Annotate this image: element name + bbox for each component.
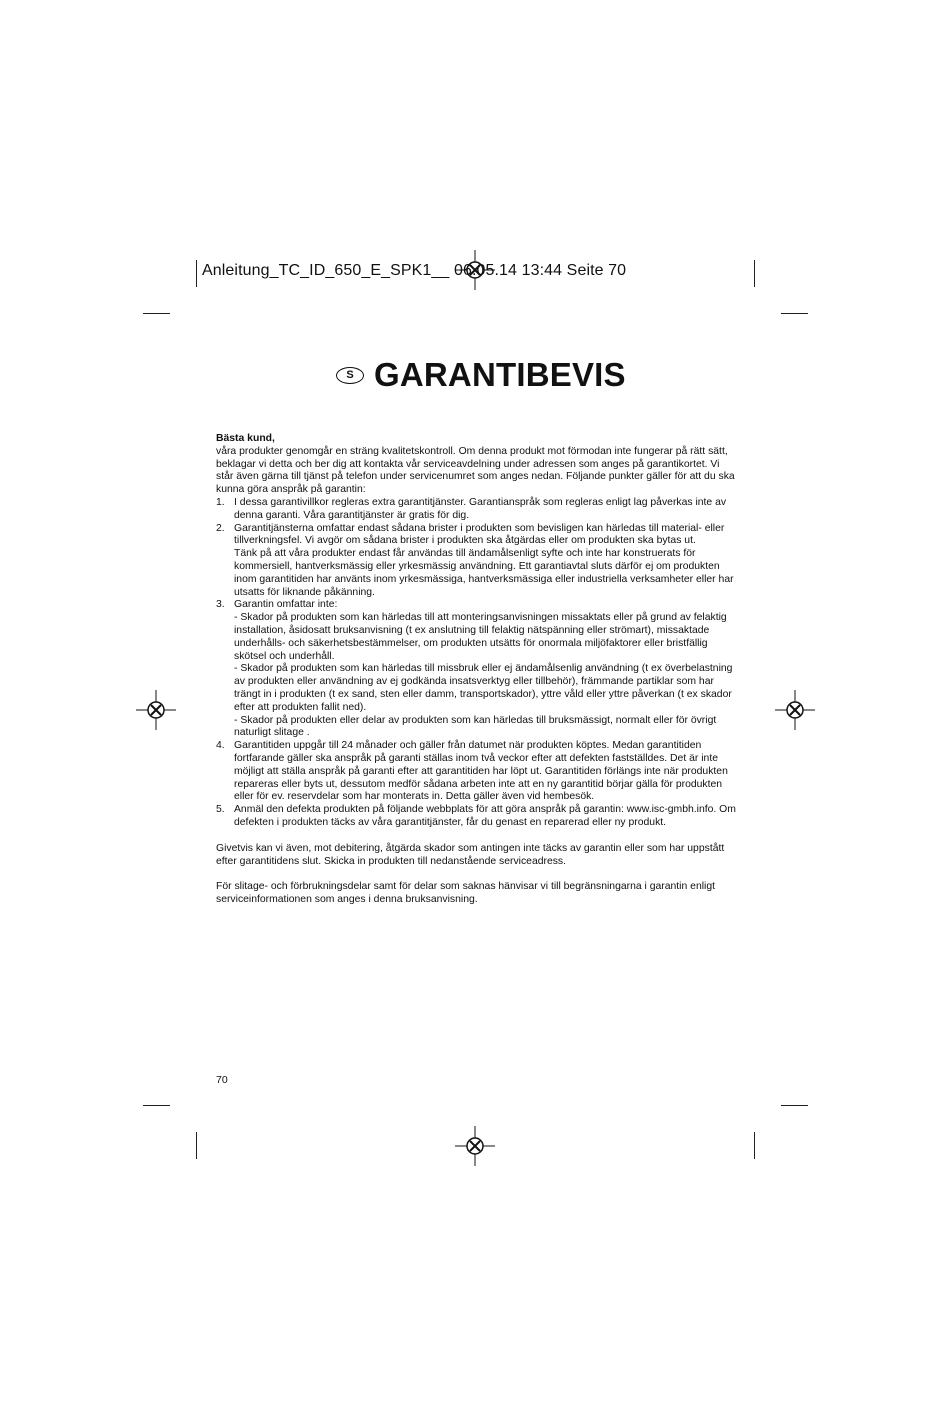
list-item: [216, 497, 736, 523]
wear-parts-paragraph: För slitage- och förbrukningsdelar samt för delar som saknas hänvisar vi till begränsningarna i garantin enligt serviceinformationen som anges i denna bruksanvisning.: [216, 881, 715, 906]
registration-mark-icon: [136, 690, 176, 730]
crop-mark: [196, 260, 197, 287]
warranty-text: [216, 433, 736, 907]
page-number: 70: [216, 1074, 228, 1086]
crop-mark: [781, 1105, 808, 1106]
page-title: [336, 356, 626, 394]
list-item-text: Tänk på att våra produkter endast får användas till ändamålsenligt syfte och inte har konstruerats för kommersiell, hantverksmässig eller yrkesmässig användning. Ett garantiavtal sluts därför ej om produkten inom garantitiden har använts inom yrkesmässiga, hantverksmässiga eller industriella verksamheter eller har utsatts för liknande påkänning.: [234, 548, 734, 598]
list-item: [216, 599, 736, 740]
list-number: 3.: [216, 599, 225, 611]
language-badge: S: [336, 367, 364, 384]
greeting: Bästa kund,: [216, 433, 275, 444]
list-number: 4.: [216, 740, 225, 752]
list-number: 2.: [216, 522, 225, 534]
warranty-terms-list: [216, 497, 736, 830]
list-item-text: Garantitiden uppgår till 24 månader och gäller från datumet när produkten köptes. Medan garantitiden fortfarande gäller ska anspråk på garanti ställas inom två veckor efter att defekten fastställdes. Det är inte möjligt att ställa anspråk på garanti efter att garantitiden har löpt ut. Garantitiden förlängs inte när produkten repareras eller byts ut, dessutom medför sådana arbeten inte att en ny garantitid börjar gälla för produkten eller för ev. reservdelar som har monterats in. Detta gäller även vid hembesök.: [234, 740, 728, 803]
list-item: [216, 740, 736, 804]
list-item: [216, 523, 736, 600]
list-item-text: - Skador på produkten som kan härledas till att monteringsanvisningen missaktats eller på grund av felaktig installation, åsidosatt bruksanvisning (t ex anslutning till felaktig nätspänning eller strömart), missaktade underhålls- och säkerhetsbestämmelser, om produkten utsätts för onormala miljöfaktorer eller bristfällig skötsel och underhåll.: [234, 612, 727, 662]
crop-mark: [781, 313, 808, 314]
registration-mark-icon: [775, 690, 815, 730]
list-number: 1.: [216, 496, 225, 508]
list-item-text: - Skador på produkten som kan härledas till missbruk eller ej ändamålsenlig användning (t ex överbelastning av produkten eller användning av ej godkända insatsverktyg eller tillbehör), främmande partiklar som har trängt in i produkten (t ex sand, sten eller damm, transportskador), yttre våld eller yttre påverkan (t ex skador efter att produkten fallit ned).: [234, 663, 733, 713]
intro-paragraph: våra produkter genomgår en sträng kvalitetskontroll. Om denna produkt mot förmodan inte fungerar på rätt sätt, beklagar vi detta och ber dig att kontakta vår serviceavdelning under adressen som anges på garantikortet. Vi står även gärna till tjänst på telefon under servicenumret som anges nedan. Följande punkter gäller för att du ska kunna göra anspråk på garantin:: [216, 445, 735, 496]
crop-mark: [143, 313, 170, 314]
crop-mark: [143, 1105, 170, 1106]
title-text: GARANTIBEVIS: [374, 356, 626, 393]
list-item-text: Garantitjänsterna omfattar endast sådana brister i produkten som bevisligen kan härledas till material- eller tillverkningsfel. Vi avgör om sådana brister i produkten ska åtgärdas eller om produkten ska bytas ut.: [234, 522, 725, 547]
crop-mark: [196, 1132, 197, 1159]
list-item-text: Garantin omfattar inte:: [234, 599, 338, 611]
registration-mark-icon: [455, 1126, 495, 1166]
list-item-text: Anmäl den defekta produkten på följande webbplats för att göra anspråk på garantin: www.isc-gmbh.info. Om defekten i produkten täcks av våra garantitjänster, får du genast en reparerad eller ny produkt.: [234, 804, 736, 828]
billing-paragraph: Givetvis kan vi även, mot debitering, åtgärda skador som antingen inte täcks av garantin eller som har uppstått efter garantitidens slut. Skicka in produkten till nedanstående serviceadress.: [216, 842, 725, 867]
list-number: 5.: [216, 804, 225, 816]
print-slug: Anleitung_TC_ID_650_E_SPK1__ 06.0​5.14 13:44 Seite 70: [202, 262, 627, 279]
crop-mark: [754, 1132, 755, 1159]
list-item-text: I dessa garantivillkor regleras extra garantitjänster. Garantianspråk som regleras enligt lag påverkas inte av denna garanti. Våra garantitjänster är gratis för dig.: [234, 496, 727, 521]
list-item: [216, 804, 736, 830]
list-item-text: - Skador på produkten eller delar av produkten som kan härledas till bruksmässigt, normalt eller för övrigt naturligt slitage .: [234, 714, 717, 739]
crop-mark: [754, 260, 755, 287]
